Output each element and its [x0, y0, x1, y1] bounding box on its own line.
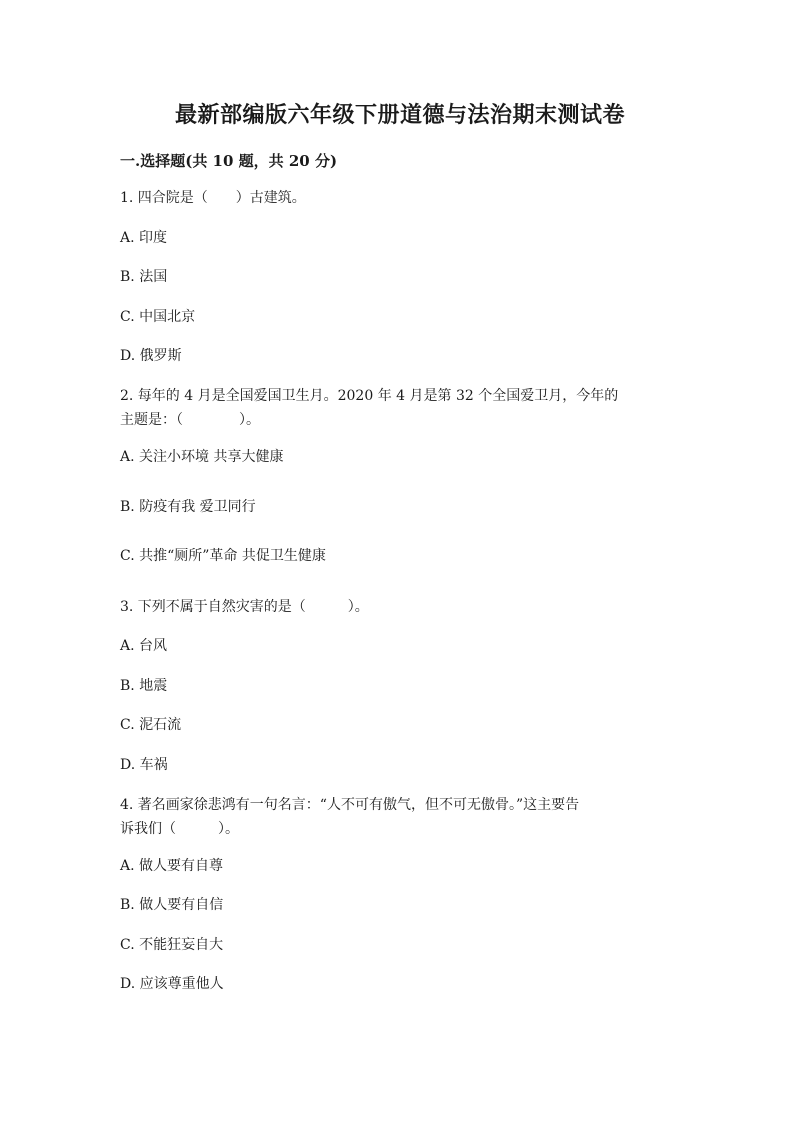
question-1-option-c: C. 中国北京 — [120, 309, 196, 325]
question-3-stem: 3. 下列不属于自然灾害的是（ ）。 — [120, 599, 369, 615]
question-4-option-d: D. 应该尊重他人 — [120, 976, 224, 992]
question-1-option-d: D. 俄罗斯 — [120, 348, 182, 364]
question-2-stem-line-1: 2. 每年的 4 月是全国爱国卫生月。2020 年 4 月是第 32 个全国爱卫月，今年的 — [120, 388, 619, 404]
question-4-option-a: A. 做人要有自尊 — [120, 858, 224, 874]
question-4-option-b: B. 做人要有自信 — [120, 897, 224, 913]
question-4-stem-line-1: 4. 著名画家徐悲鸿有一句名言：“人不可有傲气，但不可无傲骨。”这主要告 — [120, 797, 580, 813]
question-1-option-a: A. 印度 — [120, 230, 168, 246]
section-heading: 一.选择题(共 10 题，共 20 分) — [120, 152, 338, 170]
question-3-option-c: C. 泥石流 — [120, 717, 182, 733]
question-2-option-c: C. 共推“厕所”革命 共促卫生健康 — [120, 548, 326, 564]
question-2-option-b: B. 防疫有我 爱卫同行 — [120, 499, 256, 515]
page-title: 最新部编版六年级下册道德与法治期末测试卷 — [174, 102, 625, 128]
question-1-stem: 1. 四合院是（ ）古建筑。 — [120, 190, 306, 206]
question-3-option-b: B. 地震 — [120, 678, 168, 694]
question-3-option-d: D. 车祸 — [120, 757, 168, 773]
question-2-option-a: A. 关注小环境 共享大健康 — [120, 449, 284, 465]
question-4-option-c: C. 不能狂妄自大 — [120, 937, 224, 953]
question-4-stem-line-2: 诉我们（ ）。 — [120, 821, 239, 837]
question-2-stem-line-2: 主题是：（ ）。 — [120, 412, 260, 428]
question-3-option-a: A. 台风 — [120, 638, 168, 654]
question-1-option-b: B. 法国 — [120, 269, 168, 285]
